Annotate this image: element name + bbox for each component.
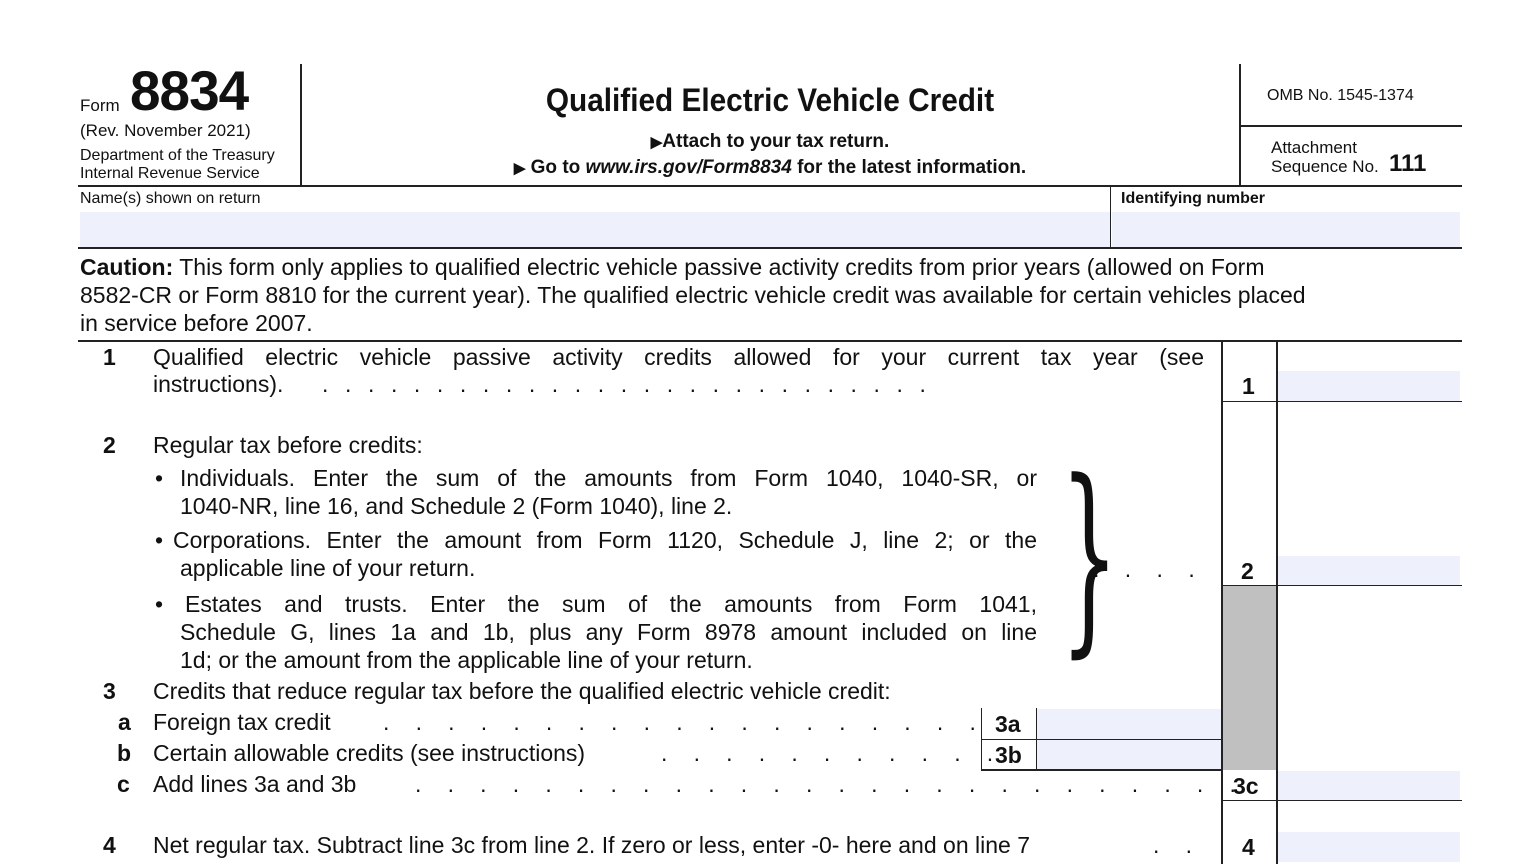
- irs-website-link[interactable]: www.irs.gov/Form8834: [585, 157, 792, 178]
- line-4-text: Net regular tax. Subtract line 3c from line 2. If zero or less, enter -0- here and on line 7: [153, 832, 1030, 858]
- line-4-amount-input[interactable]: [1278, 832, 1460, 862]
- line-1-text-cont: instructions).: [153, 371, 284, 397]
- line-3c-amount-input[interactable]: [1278, 771, 1460, 800]
- dot-leader: . . . . . . . . . . .: [661, 740, 994, 766]
- taxpayer-bottom-rule: [78, 247, 1462, 249]
- arrow-right-icon: ▶: [650, 134, 663, 151]
- corporations-text: Corporations. Enter the amount from Form 1120, Schedule J, line 2; or the: [173, 527, 1037, 553]
- header-bottom-rule: [78, 185, 1462, 187]
- corporations-text-cont: applicable line of your return.: [180, 555, 476, 581]
- line-letter: b: [117, 740, 132, 766]
- agency: Internal Revenue Service: [80, 165, 260, 182]
- name-id-divider: [1110, 186, 1111, 248]
- box-label-3c: 3c: [1233, 773, 1259, 799]
- box-label-3b: 3b: [995, 742, 1022, 768]
- line-letter: c: [117, 771, 130, 797]
- box-label-2: 2: [1241, 558, 1254, 584]
- form-number: 8834: [130, 59, 249, 122]
- name-label: Name(s) shown on return: [80, 190, 261, 207]
- bullet-icon: •: [155, 527, 164, 553]
- caution-bottom-rule: [78, 340, 1462, 342]
- individuals-text: Individuals. Enter the sum of the amounts from Form 1040, 1040-SR, or: [180, 465, 1037, 491]
- department: Department of the Treasury: [80, 147, 275, 164]
- omb-number: OMB No. 1545-1374: [1267, 87, 1414, 104]
- individuals-text-cont: 1040-NR, line 16, and Schedule 2 (Form 1040), line 2.: [180, 493, 733, 519]
- rule-after-line-1: [1222, 401, 1462, 402]
- rule-after-line-3c: [1222, 800, 1462, 801]
- right-brace-icon: }: [1060, 438, 1119, 676]
- form-title: Qualified Electric Vehicle Credit: [545, 82, 995, 118]
- attachment-label: Attachment: [1271, 138, 1357, 157]
- line-3b-text: Certain allowable credits (see instructions): [153, 740, 586, 766]
- line-2-text: Regular tax before credits:: [153, 432, 423, 458]
- dot-leader: . . . . . . . . . . . . . . . . . . . . . . . . . .: [415, 771, 1236, 797]
- line-1-amount-input[interactable]: [1278, 371, 1460, 401]
- bullet-icon: •: [155, 591, 164, 617]
- id-label: Identifying number: [1121, 190, 1265, 207]
- line-number: 2: [103, 432, 116, 458]
- line-3a-text: Foreign tax credit: [153, 709, 331, 735]
- dot-leader: . . . . . . . . . . . . . . . . . . . . . . . . . . .: [322, 371, 926, 397]
- omb-divider: [1240, 125, 1462, 127]
- caution-text-2: 8582-CR or Form 8810 for the current year). The qualified electric vehicle credit was available for certain vehicles placed: [80, 282, 1306, 308]
- line-3b-amount-input[interactable]: [1037, 740, 1221, 769]
- dot-leader: . . . . . . . . . . . . . . . . . . .: [383, 709, 976, 735]
- sequence-number: 111: [1389, 150, 1427, 177]
- name-input[interactable]: [80, 212, 1110, 247]
- box-label-3a: 3a: [995, 711, 1021, 737]
- attach-instruction: ▶Attach to your tax return.: [650, 131, 890, 152]
- line-3a-amount-input[interactable]: [1037, 709, 1221, 739]
- shaded-box: [1223, 586, 1276, 770]
- box-label-1: 1: [1242, 373, 1255, 399]
- line-2-amount-input[interactable]: [1278, 556, 1460, 585]
- caution-text-3: in service before 2007.: [80, 310, 313, 336]
- estates-text-cont-2: 1d; or the amount from the applicable line of your return.: [180, 647, 753, 673]
- line-number: 4: [103, 832, 116, 858]
- dot-leader: . .: [1153, 832, 1192, 858]
- caution-label: Caution:: [80, 254, 174, 280]
- line-3-text: Credits that reduce regular tax before the qualified electric vehicle credit:: [153, 678, 891, 704]
- arrow-right-icon: ▶: [513, 160, 526, 177]
- identifying-number-input[interactable]: [1112, 212, 1460, 247]
- dot-leader: . . . .: [1093, 556, 1195, 582]
- caution-text-1: This form only applies to qualified electric vehicle passive activity credits from prior years (allowed on Form: [173, 254, 1265, 280]
- bullet-icon: •: [155, 465, 164, 491]
- line-3c-text: Add lines 3a and 3b: [153, 771, 357, 797]
- estates-text: Estates and trusts. Enter the sum of the amounts from Form 1041,: [185, 591, 1037, 617]
- estates-text-cont: Schedule G, lines 1a and 1b, plus any Form 8978 amount included on line: [180, 619, 1037, 645]
- line-letter: a: [118, 709, 131, 735]
- line-number: 3: [103, 678, 116, 704]
- sequence-label: Sequence No.: [1271, 157, 1379, 176]
- form-revision: (Rev. November 2021): [80, 121, 251, 140]
- box-label-4: 4: [1242, 834, 1255, 860]
- line-number: 1: [103, 344, 116, 370]
- form-word: Form: [80, 96, 120, 115]
- website-instruction: ▶ Go to www.irs.gov/Form8834 for the latest information.: [513, 157, 1027, 178]
- line-1-text: Qualified electric vehicle passive activity credits allowed for your current tax year (see: [153, 344, 1204, 370]
